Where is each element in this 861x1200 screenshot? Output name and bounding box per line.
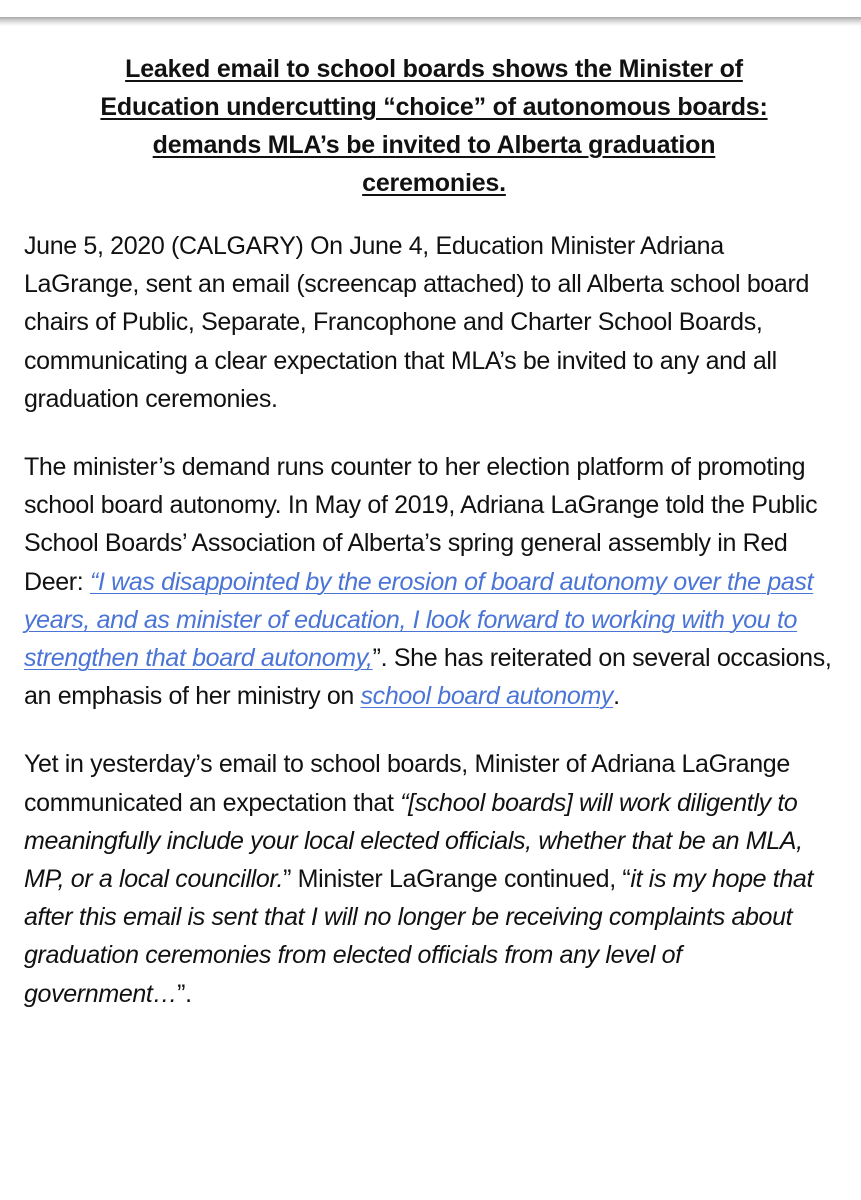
paragraph-2-middle-text: ”. She has reiterated on several occasions, an emphasis of her ministry on (24, 644, 832, 711)
press-release-headline (24, 50, 844, 202)
header-shadow-divider (0, 17, 861, 26)
paragraph-3-middle-text: ” Minister LaGrange continued, “ (283, 865, 631, 894)
headline-line-4: ceremonies. (362, 169, 506, 197)
paragraph-3-lead-text: Yet in yesterday’s email to school boards, Minister of Adriana LaGrange communicated an expectation that (24, 750, 790, 817)
faded-contact-strip (0, 0, 861, 17)
headline-line-3: demands MLA’s be invited to Alberta graduation (152, 131, 716, 159)
school-board-autonomy-link[interactable]: school board autonomy (360, 682, 614, 711)
quote-no-longer-receiving-complaints: it is my hope that after this email is sent that I will no longer be receiving complaints about graduation ceremonies from elected officials from any level of government… (24, 865, 814, 1008)
quote-link-board-autonomy[interactable]: “I was disappointed by the erosion of board autonomy over the past years, and as minister of education, I look forward to working with you to strengthen that board autonomy, (24, 567, 814, 673)
headline-line-1: Leaked email to school boards shows the Minister of (125, 55, 743, 83)
paragraph-dateline: June 5, 2020 (CALGARY) On June 4, Education Minister Adriana LaGrange, sent an email (screencap attached) to all Alberta school board chairs of Public, Separate, Francophone and Charter School Boards, communicating a clear expectation that MLA’s be invited to any and all graduation ceremonies. (24, 232, 810, 413)
paragraph-email-quotes (24, 745, 844, 1012)
paragraph-2-end-text: . (613, 682, 620, 711)
paragraph-2-lead-text: The minister’s demand runs counter to her election platform of promoting school board autonomy. In May of 2019, Adriana LaGrange told the Public School Boards’ Association of Alberta’s spring general assembly in Red Deer: (24, 453, 818, 596)
paragraph-3-end-text: ”. (177, 979, 192, 1008)
paragraph-platform-contradiction (24, 448, 844, 715)
quote-school-boards-expectation: “[school boards] will work diligently to meaningfully include your local elected officials, whether that be an MLA, MP, or a local councillor. (24, 788, 803, 894)
headline-line-2: Education undercutting “choice” of autonomous boards: (100, 93, 768, 121)
press-release-document (24, 50, 844, 1013)
